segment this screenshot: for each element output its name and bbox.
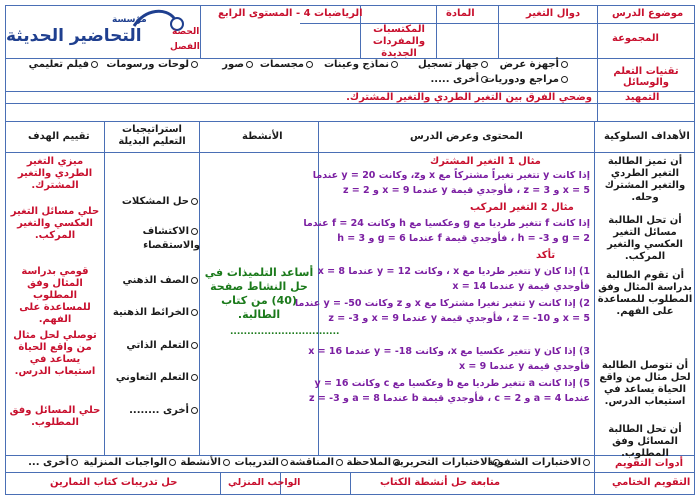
strategy-4[interactable]: التعلم الذاتي [126, 340, 200, 351]
content-line-13: 5) إذا كانت a تتغير طرديا مع b وعكسيا مع c وكانت y = 16 [314, 378, 590, 389]
lesson-label: موضوع الدرس [612, 8, 684, 19]
strategy-1[interactable]: الاكتشاف والاستقصاء [142, 226, 200, 251]
intro-text: وضحي الفرق بين التغير الطردي والتغير المشترك. [346, 92, 592, 103]
evaluation-option-1[interactable]: الاختبارات التحريرية [394, 457, 502, 468]
content-line-9: 2) إذا كانت y تتغير تغيرا مشتركا مع x و z وكانت y = -50 عندما [294, 298, 590, 309]
logo-line1: مؤسسة [112, 15, 147, 25]
col-content: المحتوى وعرض الدرس [410, 131, 523, 142]
objective-0: أن تميز الطالبة التغير الطردي والتغير المشترك وحله. [604, 156, 686, 203]
activity-dots: ................................ [230, 327, 340, 337]
strategy-0[interactable]: حل المشكلات [122, 196, 200, 207]
content-line-6: تأكد [536, 250, 556, 261]
class-label: الفصل [170, 42, 200, 52]
aid-option-4[interactable]: صور [222, 59, 255, 70]
aids-label: تقنيات التعلم والوسائل [613, 66, 679, 88]
homework-text: حل تدريبات كتاب التمارين [50, 477, 178, 488]
aid-option-3[interactable]: مجسمات [260, 59, 315, 70]
subject-label: المادة [446, 8, 475, 19]
vocab-label: المكتسبات والمفردات الجديدة [372, 24, 426, 59]
content-line-10: x = 5 و z = -10 ، فأوجدي قيمة y عندما x = 9 و z = -3 [328, 313, 590, 324]
aid-option-1[interactable]: جهاز تسجيل [418, 59, 490, 70]
evaluation-option-0[interactable]: الاختبارات الشفوية [488, 457, 592, 468]
strategy-3[interactable]: الخرائط الذهنية [113, 307, 200, 318]
aid-option-5[interactable]: لوحات ورسومات [106, 59, 200, 70]
content-line-8: فأوجدي قيمة y عندما x = 14 [452, 281, 590, 292]
objective-1: أن تحل الطالبة مسائل التغير العكسي والتغير المركب. [607, 215, 683, 262]
field-label: الحصة [172, 27, 200, 37]
logo [6, 6, 186, 48]
page-border [5, 5, 695, 495]
content-line-4: إذا كانت f تتغير طرديا مع g وعكسيا مع h وكانت f = 24 عندما [303, 218, 590, 229]
evaluation-option-2[interactable]: الملاحظة [347, 457, 403, 468]
col-strategies: استراتيجيات التعليم البديلة [118, 124, 186, 147]
aid-option-7[interactable]: مراجع ودوريات [485, 74, 570, 85]
strategy-5[interactable]: التعلم التعاوني [116, 372, 200, 383]
strategy-6[interactable]: أخرى ........ [129, 405, 200, 416]
objective-3: أن تتوصل الطالبة لحل مثال من واقع الحياة يساعد في استيعاب الدرس. [599, 360, 691, 407]
assessment-4: حلي المسائل وفق المطلوب. [9, 405, 101, 428]
content-line-0: مثال 1 التغير المشترك [430, 156, 541, 167]
assessment-0: ميزي التغير الطردي والتغير المشترك. [17, 156, 93, 191]
lesson-value: دوال التغير [526, 8, 581, 19]
col-assessment: تقييم الهدف [28, 131, 90, 142]
content-line-12: فأوجدي قيمة y عندما x = 9 [458, 361, 590, 372]
col-activities: الأنشطة [242, 131, 283, 142]
evaluation-label: أدوات التقويم [615, 458, 684, 469]
assessment-1: حلي مسائل التغير العكسي والتغير المركب. [10, 206, 100, 241]
content-line-3: مثال 2 التغير المركب [470, 202, 574, 213]
activity-text: أساعد التلميذات في حل النشاط صفحة (40) من كتاب الطالبة. [204, 266, 314, 321]
content-line-11: 3) إذا كان y تتغير عكسيا مع x، وكانت y = -18 عندما x = 16 [308, 346, 590, 357]
strategy-2[interactable]: الصف الذهني [122, 275, 200, 286]
group-label: المجموعة [612, 33, 659, 44]
homework-label: الواجب المنزلي [228, 477, 301, 488]
final-eval-label: التقويم الختامي [612, 477, 691, 488]
logo-line2: التحاضير الحديثة [6, 26, 142, 46]
objective-4: أن تحل الطالبة المسائل وفق المطلوب. [608, 424, 682, 459]
intro-label: التمهيد [625, 92, 660, 103]
content-line-14: عندما a = 4 و c = 2 ، فأوجدي قيمة b عندما a = 8 و z = -3 [309, 393, 590, 404]
content-line-1: إذا كانت y تتغير تغيراً مشتركاً مع x وz، وكانت y = 20 عندما [312, 170, 590, 181]
evaluation-option-4[interactable]: التدريبات [235, 457, 290, 468]
content-line-5: g = 2 و h = -3 ، فأوجدي قيمة f عندما g = 6 و h = 3 [337, 233, 590, 244]
evaluation-option-5[interactable]: الأنشطة [180, 457, 232, 468]
evaluation-option-6[interactable]: الواجبات المنزلية [83, 457, 178, 468]
objective-2: أن تقوم الطالبة بدراسة المثال وفق المطلوب للمساعدة على الفهم. [597, 270, 693, 317]
col-objectives: الأهداف السلوكية [604, 131, 690, 142]
aid-option-6[interactable]: فيلم تعليمي [29, 59, 100, 70]
evaluation-option-7[interactable]: أخرى ... [28, 457, 80, 468]
assessment-3: توصلي لحل مثال من واقع الحياة يساعد في استيعاب الدرس. [13, 330, 97, 377]
subject-value: الرياضيات 4 - المستوى الرابع [218, 8, 363, 19]
content-line-2: x = 5 و z = 3 ، فأوجدي قيمة y عندما x = 9 و z = 2 [342, 185, 590, 196]
assessment-2: قومي بدراسة المثال وفق المطلوب للمساعدة على الفهم. [19, 266, 91, 325]
content-line-7: 1) إذا كان y تتغير طرديا مع x ، وكانت y = 12 عندما x = 8 [317, 266, 590, 277]
aid-option-2[interactable]: نماذج وعينات [324, 59, 400, 70]
aid-option-0[interactable]: أجهزة عرض [500, 59, 570, 70]
evaluation-option-3[interactable]: المناقشة [289, 457, 345, 468]
final-eval-text: متابعة حل أنشطة الكتاب [380, 477, 501, 488]
aid-option-8[interactable]: أخرى ..... [431, 74, 491, 85]
